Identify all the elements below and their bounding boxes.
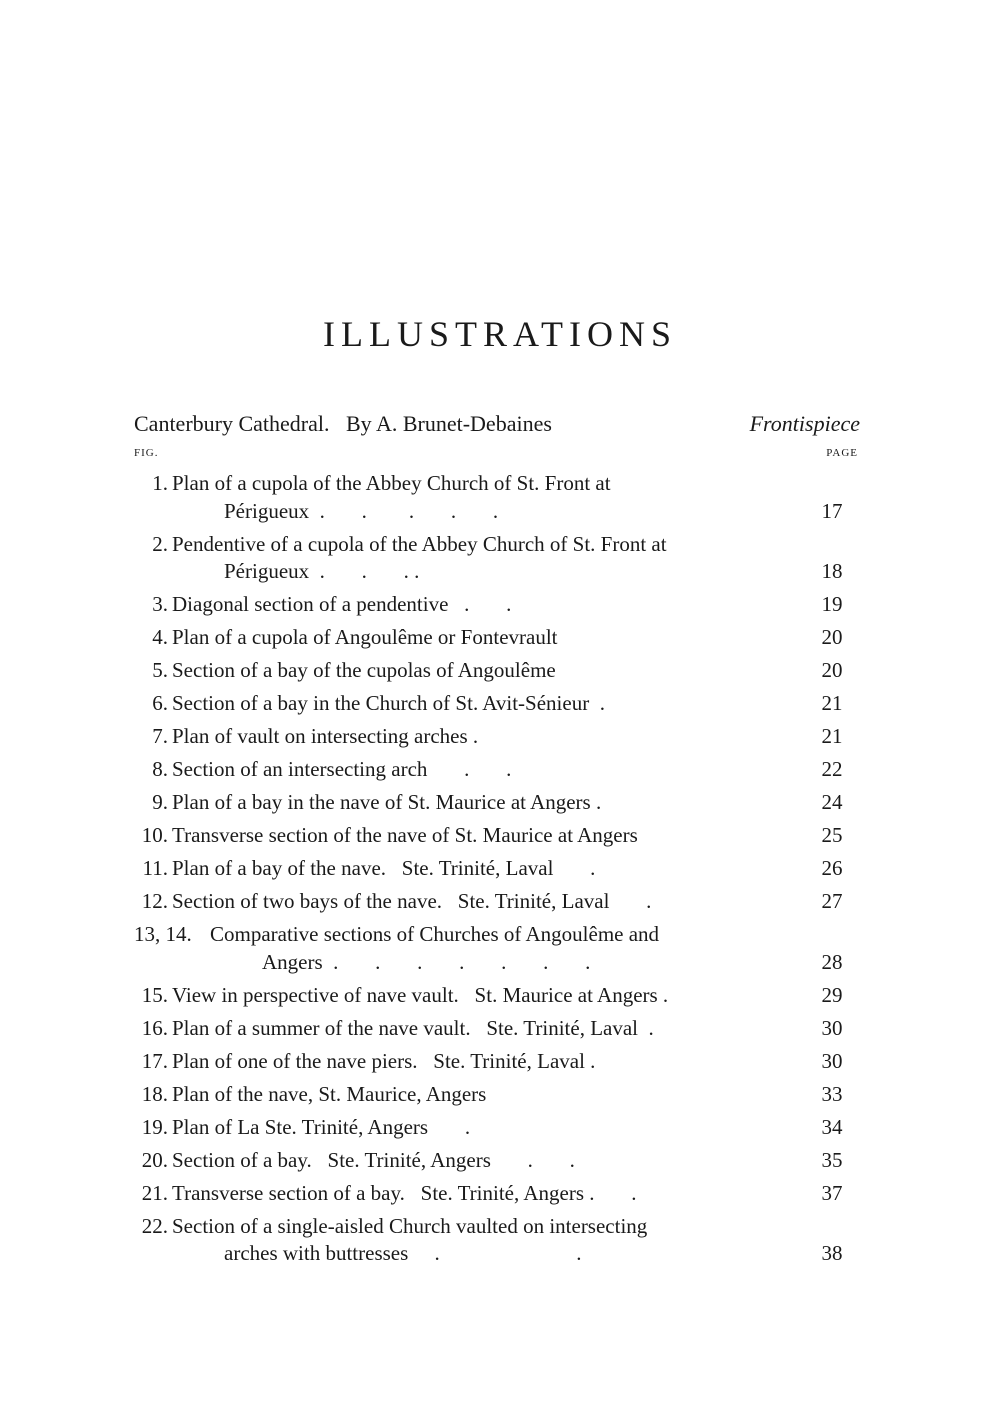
fig-number: 22. [141, 1213, 168, 1238]
page-number: 30 [821, 1015, 843, 1040]
page-number: 30 [821, 1048, 843, 1073]
list-item [134, 1081, 860, 1109]
list-item [134, 1048, 860, 1076]
list-item [134, 1015, 860, 1043]
fig-number: 11. [142, 856, 168, 880]
list-item [134, 822, 860, 850]
entry-text: Plan of a bay of the nave. Ste. Trinité, Laval . [172, 856, 596, 880]
list-item [134, 531, 860, 586]
page-number: 25 [821, 823, 843, 847]
illustrations-list [134, 470, 860, 1273]
fig-number: 2. [152, 531, 168, 556]
fig-header: FIG. [134, 447, 159, 459]
list-item [134, 921, 860, 976]
list-item [134, 470, 860, 525]
page-number: 33 [821, 1081, 843, 1106]
entry-text: Section of a bay. Ste. Trinité, Angers . . [172, 1147, 575, 1172]
entry-text-continued: Périgueux . . . . . [224, 498, 499, 523]
fig-number: 10. [141, 823, 168, 847]
entry-text: Plan of a cupola of Angoulême or Fontevrault [172, 625, 558, 649]
page-title: ILLUSTRATIONS [323, 314, 677, 354]
list-item [134, 657, 860, 685]
entry-text: Plan of vault on intersecting arches . [172, 724, 479, 748]
entry-text: Section of a bay of the cupolas of Angoulême [172, 658, 556, 682]
list-item [134, 690, 860, 718]
page-header: PAGE [826, 447, 858, 459]
page-number: 17 [821, 498, 843, 523]
frontispiece-label: Frontispiece [749, 411, 860, 436]
fig-number: 5. [152, 658, 168, 682]
list-item [134, 1180, 860, 1208]
entry-text: Section of two bays of the nave. Ste. Trinité, Laval . [172, 889, 652, 913]
fig-number: 3. [152, 592, 168, 616]
entry-text: Diagonal section of a pendentive . . [172, 592, 512, 616]
entry-text: Section of a bay in the Church of St. Avit-Sénieur . [172, 691, 605, 715]
entry-text: View in perspective of nave vault. St. Maurice at Angers . [172, 982, 669, 1007]
page-number: 28 [821, 949, 843, 974]
fig-number: 17. [141, 1048, 168, 1073]
entry-text: Plan of La Ste. Trinité, Angers . [172, 1114, 471, 1139]
page-number: 27 [821, 889, 843, 913]
page-number: 34 [821, 1114, 843, 1139]
list-item [134, 888, 860, 916]
page-number: 21 [821, 691, 843, 715]
list-item [134, 1114, 860, 1142]
entry-text: Pendentive of a cupola of the Abbey Church of St. Front at [172, 531, 667, 556]
entry-text: Comparative sections of Churches of Angoulême and [210, 922, 660, 946]
page-number: 38 [821, 1241, 843, 1265]
page-number: 22 [821, 757, 843, 781]
page-number: 35 [821, 1147, 843, 1172]
page-number: 37 [821, 1180, 843, 1205]
entry-text: Plan of a summer of the nave vault. Ste. Trinité, Laval . [172, 1015, 654, 1040]
entry-text: Section of a single-aisled Church vaulted on intersecting [172, 1213, 648, 1238]
fig-number: 7. [152, 724, 168, 748]
page-number: 20 [821, 625, 843, 649]
entry-text-continued: Angers . . . . . . . [262, 949, 591, 974]
entry-text: Plan of the nave, St. Maurice, Angers [172, 1081, 487, 1106]
fig-number: 8. [152, 757, 168, 781]
fig-number: 19. [141, 1114, 168, 1139]
list-item [134, 1147, 860, 1175]
entry-text: Plan of a cupola of the Abbey Church of St. Front at [172, 471, 611, 495]
list-item [134, 624, 860, 652]
fig-number: 9. [152, 790, 168, 814]
fig-number: 1. [152, 471, 168, 495]
list-item [134, 723, 860, 751]
entry-text: Transverse section of a bay. Ste. Trinité, Angers . . [172, 1180, 637, 1205]
page-number: 21 [821, 724, 843, 748]
list-item [134, 1213, 860, 1268]
fig-number: 13, 14. [134, 922, 192, 946]
list-item [134, 855, 860, 883]
list-item [134, 789, 860, 817]
fig-number: 21. [141, 1180, 168, 1205]
page-number: 24 [821, 790, 843, 814]
page-number: 29 [821, 982, 843, 1007]
entry-text: Transverse section of the nave of St. Maurice at Angers [172, 823, 638, 847]
fig-number: 12. [141, 889, 168, 913]
fig-number: 15. [141, 982, 168, 1007]
frontispiece-caption: Canterbury Cathedral. By A. Brunet-Debaines [134, 411, 552, 436]
entry-text: Section of an intersecting arch . . [172, 757, 512, 781]
entry-text-continued: arches with buttresses . . [224, 1241, 582, 1265]
fig-number: 16. [141, 1015, 168, 1040]
page-number: 18 [821, 559, 843, 583]
list-item [134, 982, 860, 1010]
fig-number: 20. [141, 1147, 168, 1172]
entry-text-continued: Périgueux . . . . [224, 559, 420, 583]
entry-text: Plan of a bay in the nave of St. Maurice at Angers . [172, 790, 602, 814]
list-item [134, 756, 860, 784]
page-number: 26 [821, 856, 843, 880]
page-number: 19 [821, 592, 843, 616]
page-number: 20 [821, 658, 843, 682]
column-headers [134, 446, 858, 460]
frontispiece-line [134, 410, 860, 438]
fig-number: 18. [141, 1081, 168, 1106]
entry-text: Plan of one of the nave piers. Ste. Trinité, Laval . [172, 1048, 596, 1073]
fig-number: 4. [152, 625, 168, 649]
list-item [134, 591, 860, 619]
fig-number: 6. [152, 691, 168, 715]
